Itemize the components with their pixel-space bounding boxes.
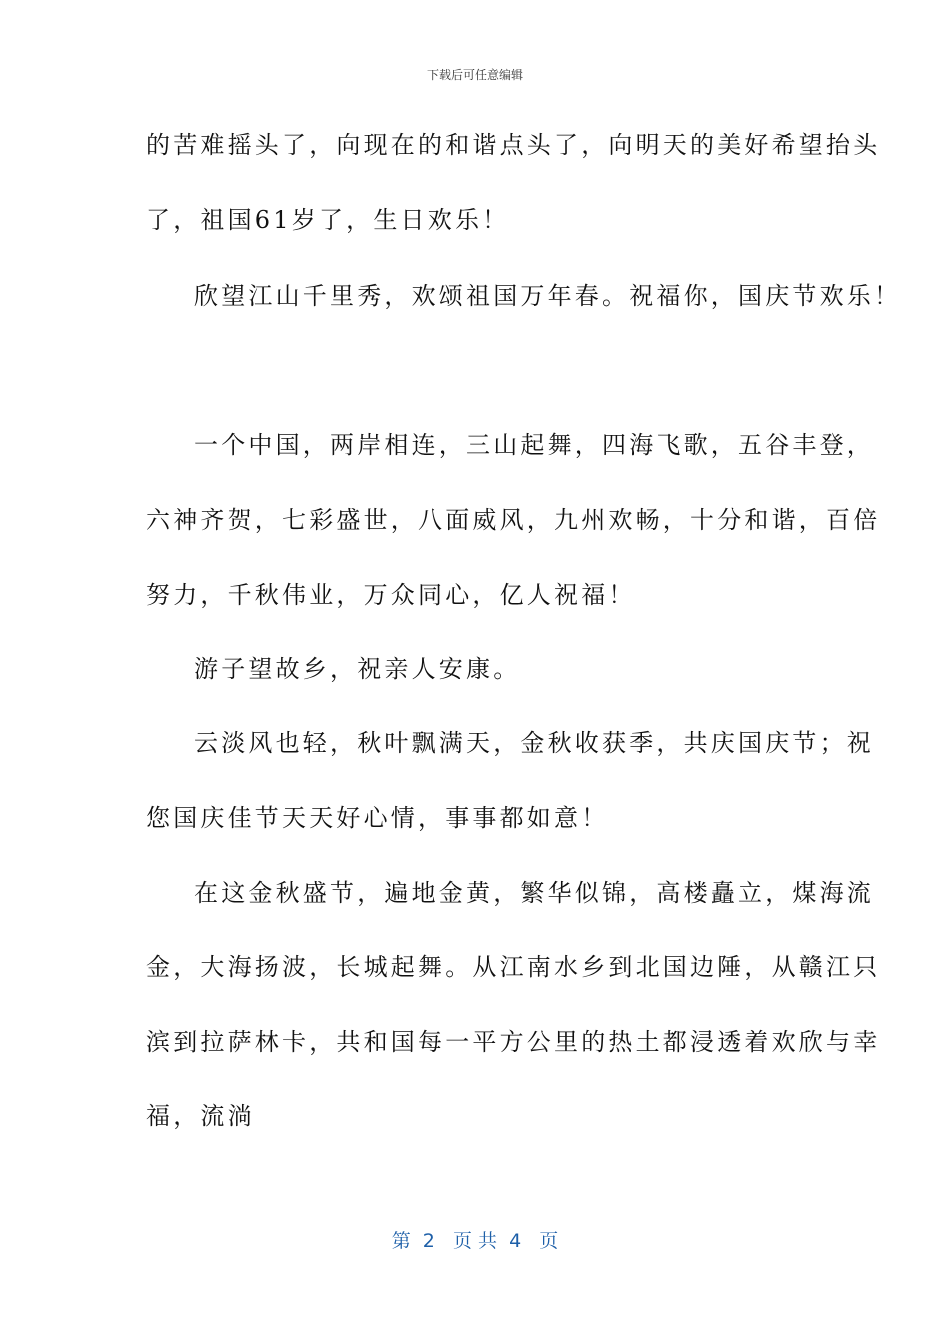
text-line: 了，祖国61岁了，生日欢乐！ bbox=[146, 206, 510, 234]
text-line: 的苦难摇头了，向现在的和谐点头了，向明天的美好希望抬头 bbox=[146, 131, 881, 159]
text-line: 在这金秋盛节，遍地金黄，繁华似锦，高楼矗立，煤海流 bbox=[194, 879, 874, 907]
text-line: 游子望故乡，祝亲人安康。 bbox=[194, 655, 521, 683]
text-line: 金，大海扬波，长城起舞。从江南水乡到北国边陲，从赣江只 bbox=[146, 953, 881, 981]
page-number-footer: 第 2 页 共 4 页 bbox=[391, 1230, 559, 1252]
text-line: 云淡风也轻，秋叶飘满天，金秋收获季，共庆国庆节；祝 bbox=[194, 729, 874, 757]
text-line: 您国庆佳节天天好心情，事事都如意！ bbox=[146, 804, 609, 832]
text-line: 滨到拉萨林卡，共和国每一平方公里的热土都浸透着欢欣与幸 bbox=[146, 1028, 881, 1056]
text-line: 六神齐贺，七彩盛世，八面威风，九州欢畅，十分和谐，百倍 bbox=[146, 506, 881, 534]
page-header: 下载后可任意编辑 bbox=[426, 68, 523, 82]
text-line: 努力，千秋伟业，万众同心，亿人祝福！ bbox=[146, 581, 636, 609]
text-line: 欣望江山千里秀，欢颂祖国万年春。祝福你，国庆节欢乐！ bbox=[194, 282, 902, 310]
text-line: 一个中国，两岸相连，三山起舞，四海飞歌，五谷丰登， bbox=[194, 431, 874, 459]
text-line: 福，流淌 bbox=[146, 1102, 255, 1130]
